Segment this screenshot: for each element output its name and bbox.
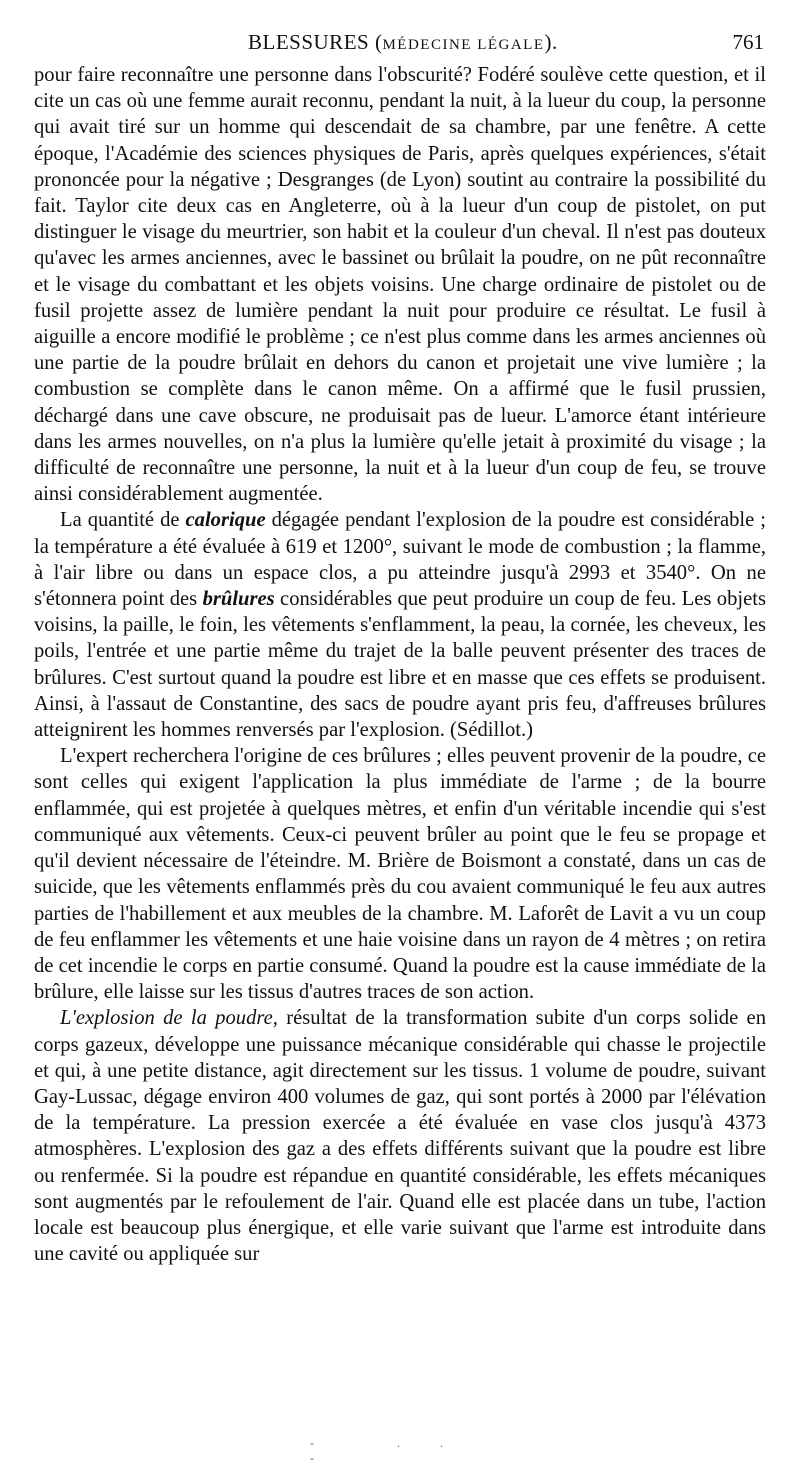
paragraph-1-text: pour faire reconnaître une personne dans l'obscurité? Fodéré soulève cette question, et il cite un cas où une femme aurait reconnu, pendant la nuit, à la lueur du coup, la personne qui avait tiré sur un homme qui descendait de sa chambre, par une fenêtre. A cette époque, l'Académie des sciences physiques de Paris, après quelques expériences, s'était prononcée pour la négative ; Desgranges (de Lyon) soutint au contraire la possibilité du fait. Taylor cite deux cas en Angleterre, où à la lueur d'un coup de pistolet, on put distinguer le visage du meurtrier, son habit et la couleur d'un cheval. Il n'est pas douteux qu'avec les armes anciennes, avec le bassinet ou brûlait la poudre, on ne pût reconnaître et le visage du combattant et les objets voisins. Une charge ordinaire de pistolet ou de fusil projette assez de lumière pendant la nuit pour produire ce résultat. Le fusil à aiguille a encore modifié le problème ; ce n'est plus comme dans les armes anciennes où une partie de la poudre brûlait en dehors du canon et projetait une vive lumière ; la combustion se complète dans le canon même. On a affirmé que le fusil prussien, déchargé dans une cave obscure, ne produisait pas de lueur. L'amorce étant intérieure dans les armes nouvelles, on n'a plus la lumière qu'elle jetait à proximité du visage ; la difficulté de reconnaître une personne, la nuit et à la lueur d'un coup de feu, se trouve ainsi considérablement augmentée. bbox=[34, 64, 766, 506]
footer-marks: - .. - bbox=[310, 1436, 483, 1465]
running-title-main: BLESSURES ( bbox=[248, 30, 383, 54]
term-explosion-de-la-poudre: L'explosion de la poudre, bbox=[60, 1007, 278, 1030]
paragraph-4 bbox=[34, 1005, 766, 1267]
paragraph-3 bbox=[34, 743, 766, 1005]
running-title-small-caps: MÉDECINE LÉGALE bbox=[382, 37, 545, 53]
paragraph-2-text-a: La quantité de bbox=[60, 509, 186, 532]
paragraph-2 bbox=[34, 507, 766, 743]
term-brulures: brûlures bbox=[202, 588, 275, 611]
paragraph-1 bbox=[34, 62, 766, 507]
page-number: 761 bbox=[732, 30, 764, 54]
term-calorique: calorique bbox=[185, 509, 266, 532]
paragraph-2-text-c: considérables que peut produire un coup de feu. Les objets voisins, la paille, le foin, les vêtements s'enflamment, la peau, la cornée, les cheveux, les poils, l'entrée et une partie même du trajet de la balle peuvent présenter des traces de brûlures. C'est surtout quand la poudre est libre et en masse que ces effets se produisent. Ainsi, à l'assaut de Constantine, des sacs de poudre ayant pris feu, d'affreuses brûlures atteignirent les hommes renversés par l'explosion. (Sédillot.) bbox=[34, 588, 766, 742]
paragraph-2-text-b: dégagée pendant l'explosion de la poudre est considérable ; la température a été évaluée à 619 et 1200°, suivant le mode de combustion ; la flamme, à l'air libre ou dans un espace clos, a pu atteindre jusqu'à 2993 et 3540°. On ne s'étonnera point des bbox=[34, 509, 766, 611]
running-title-end: ). bbox=[544, 30, 558, 54]
body-text bbox=[34, 62, 766, 1267]
running-title bbox=[248, 30, 558, 55]
running-header bbox=[34, 30, 764, 60]
paragraph-3-text: L'expert recherchera l'origine de ces brûlures ; elles peuvent provenir de la poudre, ce sont celles qui exigent l'application la plus immédiate de l'arme ; de la bourre enflammée, qui est projetée à quelques mètres, et enfin d'un véritable incendie qui s'est communiqué aux vêtements. Ceux-ci peuvent brûler au point que le feu se propage et qu'il devient nécessaire de l'éteindre. M. Brière de Boismont a constaté, dans un cas de suicide, que les vêtements enflammés près du cou avaient communiqué le feu aux autres parties de l'habillement et aux meubles de la chambre. M. Laforêt de Lavit a vu un coup de feu enflammer les vêtements et une haie voisine dans un rayon de 4 mètres ; on retira de cet incendie le corps en partie consumé. Quand la poudre est la cause immédiate de la brûlure, elle laisse sur les tissus d'autres traces de son action. bbox=[34, 745, 766, 1004]
paragraph-4-text: résultat de la transformation subite d'un corps solide en corps gazeux, développe une puissance mécanique considérable qui chasse le projectile et qui, à une petite distance, agit directement sur les tissus. 1 volume de poudre, suivant Gay-Lussac, dégage environ 400 volumes de gaz, qui sont portés à 2000 par l'élévation de la température. La pression exercée a été évaluée en vase clos jusqu'à 4373 atmosphères. L'explosion des gaz a des effets différents suivant que la poudre est libre ou renfermée. Si la poudre est répandue en quantité considérable, les effets mécaniques sont augmentés par le refoulement de l'air. Quand elle est placée dans un tube, l'action locale est beaucoup plus énergique, et elle varie suivant que l'arme est introduite dans une cavité ou appliquée sur bbox=[34, 1007, 766, 1266]
